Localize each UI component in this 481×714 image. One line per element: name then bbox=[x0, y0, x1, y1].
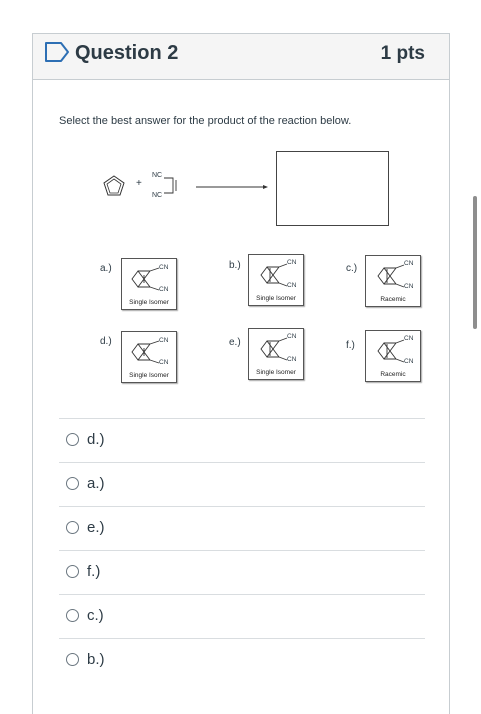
radio-circle-icon[interactable] bbox=[66, 521, 79, 534]
option-label-f: f.) bbox=[346, 340, 355, 351]
product-box bbox=[276, 151, 389, 226]
answer-label: d.) bbox=[87, 431, 105, 448]
reagent-bottom-label: NC bbox=[152, 192, 163, 199]
radio-circle-icon[interactable] bbox=[66, 433, 79, 446]
top-cn-label: CN bbox=[404, 335, 414, 342]
question-points: 1 pts bbox=[380, 43, 425, 64]
option-structure-b bbox=[248, 254, 304, 306]
answer-option[interactable] bbox=[59, 506, 425, 550]
question-title: Question 2 bbox=[75, 42, 179, 64]
option-structure-f bbox=[365, 330, 421, 382]
top-cn-label: CN bbox=[159, 337, 169, 344]
option-caption: Racemic bbox=[380, 296, 406, 303]
bottom-cn-label: CN bbox=[159, 359, 169, 366]
bottom-cn-label: CN bbox=[287, 356, 297, 363]
option-caption: Single Isomer bbox=[256, 295, 296, 302]
option-caption: Racemic bbox=[380, 371, 406, 378]
option-label-c: c.) bbox=[346, 263, 358, 274]
top-cn-label: CN bbox=[287, 259, 297, 266]
top-cn-label: CN bbox=[404, 260, 414, 267]
top-cn-label: CN bbox=[159, 264, 169, 271]
scrollbar[interactable] bbox=[473, 196, 477, 329]
bottom-cn-label: CN bbox=[404, 283, 414, 290]
reagent-top-label: NC bbox=[152, 172, 163, 179]
option-structure-e bbox=[248, 328, 304, 380]
radio-circle-icon[interactable] bbox=[66, 477, 79, 490]
bottom-cn-label: CN bbox=[287, 282, 297, 289]
answer-option[interactable] bbox=[59, 462, 425, 506]
option-label-b: b.) bbox=[229, 260, 241, 271]
bottom-cn-label: CN bbox=[404, 358, 414, 365]
option-caption: Single Isomer bbox=[256, 369, 296, 376]
option-structure-c bbox=[365, 255, 421, 307]
reaction-arrow bbox=[195, 182, 270, 192]
top-cn-label: CN bbox=[287, 333, 297, 340]
dicyanoethylene-structure bbox=[161, 171, 185, 201]
answer-option[interactable] bbox=[59, 418, 425, 462]
answer-list bbox=[59, 418, 425, 682]
option-structure-a bbox=[121, 258, 177, 310]
option-structure-d bbox=[121, 331, 177, 383]
question-card bbox=[32, 33, 450, 714]
answer-label: a.) bbox=[87, 475, 105, 492]
radio-circle-icon[interactable] bbox=[66, 653, 79, 666]
option-label-d: d.) bbox=[100, 336, 112, 347]
answer-option[interactable] bbox=[59, 638, 425, 682]
cyclopentadiene-structure bbox=[99, 171, 129, 201]
answer-option[interactable] bbox=[59, 550, 425, 594]
option-caption: Single Isomer bbox=[129, 372, 169, 379]
option-label-e: e.) bbox=[229, 337, 241, 348]
question-prompt: Select the best answer for the product of the reaction below. bbox=[59, 115, 352, 127]
question-header bbox=[33, 34, 449, 80]
reaction-scheme bbox=[33, 144, 449, 234]
plus-sign: + bbox=[136, 178, 142, 189]
answer-label: e.) bbox=[87, 519, 105, 536]
bookmark-flag-icon[interactable] bbox=[44, 41, 70, 63]
answer-option[interactable] bbox=[59, 594, 425, 638]
answer-label: c.) bbox=[87, 607, 104, 624]
answer-label: f.) bbox=[87, 563, 101, 580]
bottom-cn-label: CN bbox=[159, 286, 169, 293]
radio-circle-icon[interactable] bbox=[66, 565, 79, 578]
radio-circle-icon[interactable] bbox=[66, 609, 79, 622]
option-caption: Single Isomer bbox=[129, 299, 169, 306]
answer-label: b.) bbox=[87, 651, 105, 668]
option-label-a: a.) bbox=[100, 263, 112, 274]
